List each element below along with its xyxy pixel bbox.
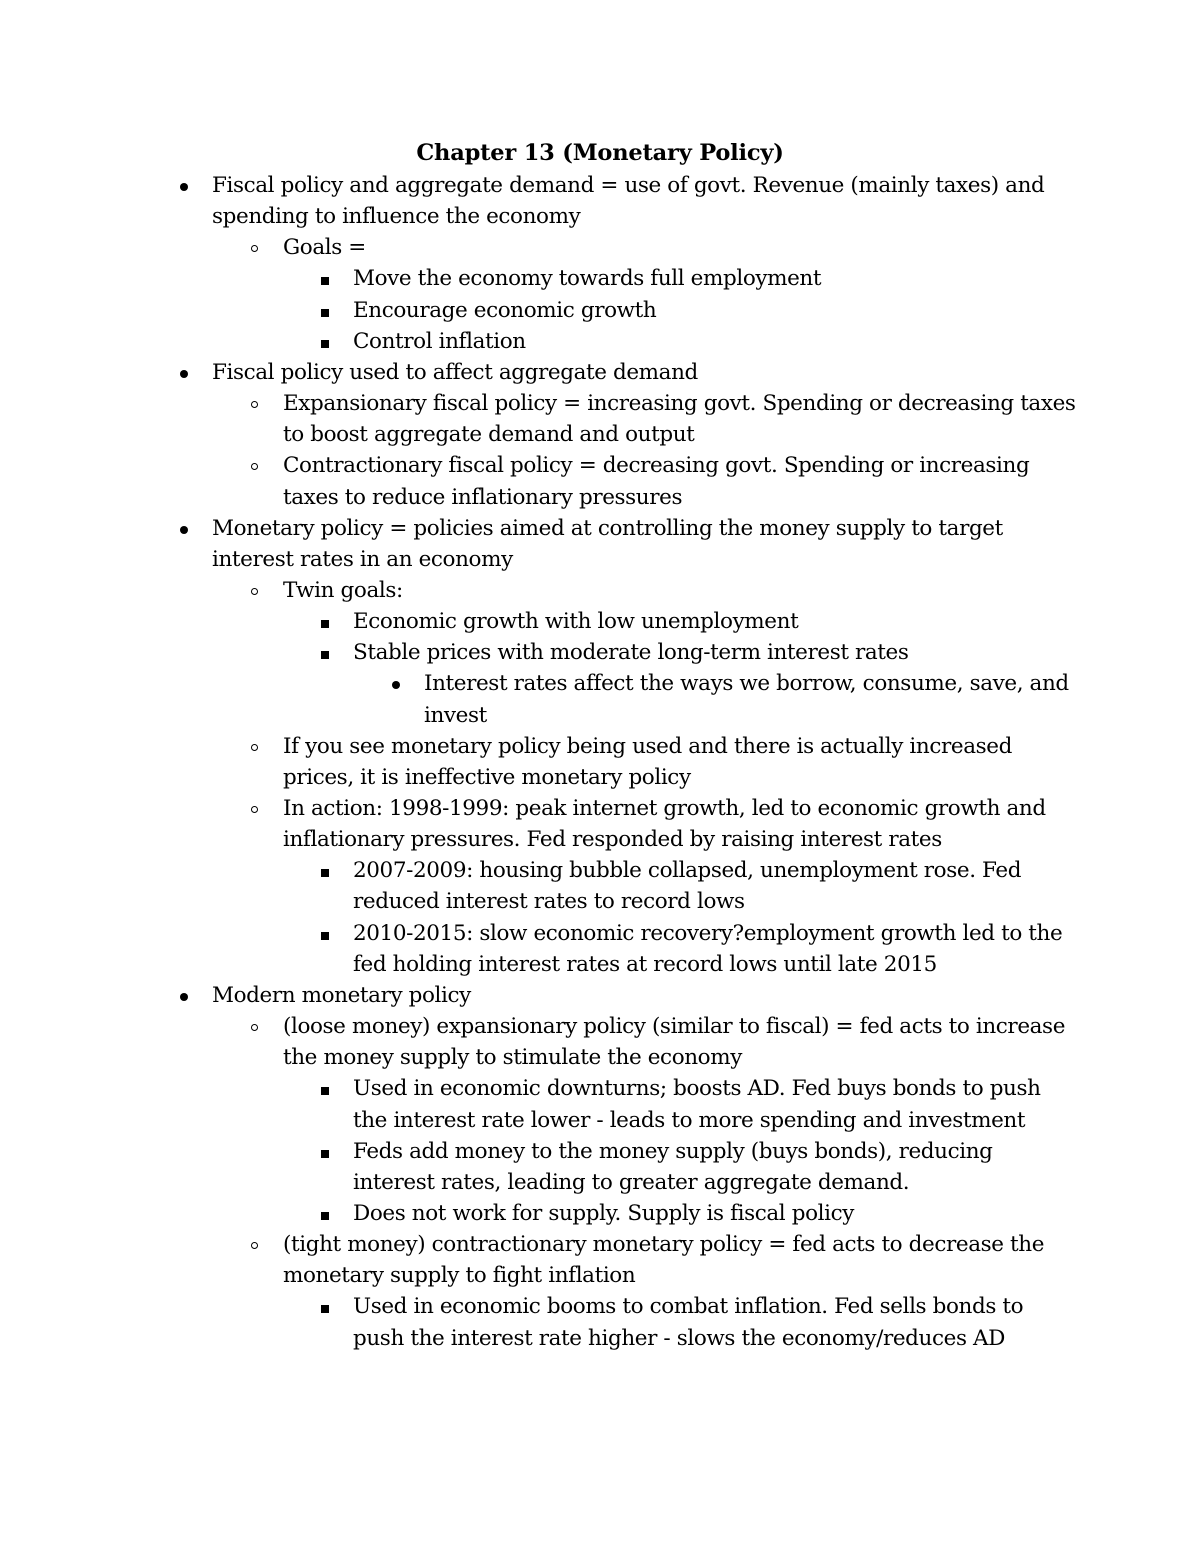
outline-line: prices, it is ineffective monetary policy — [283, 765, 691, 790]
square-bullet-icon — [315, 1198, 339, 1229]
circle-bullet-icon — [245, 232, 269, 263]
outline-line: interest rates in an economy — [212, 547, 513, 572]
outline-line: (loose money) expansionary policy (similar to fiscal) = fed acts to increase — [283, 1014, 1066, 1039]
outline-line: Stable prices with moderate long-term interest rates — [353, 640, 909, 665]
disc-bullet-icon — [174, 170, 198, 201]
outline-line: Economic growth with low unemployment — [353, 609, 799, 634]
square-bullet-icon — [315, 1291, 339, 1322]
outline-line: inflationary pressures. Fed responded by raising interest rates — [283, 827, 942, 852]
outline-line: the money supply to stimulate the economy — [283, 1045, 742, 1070]
outline-line: Encourage economic growth — [353, 298, 657, 323]
outline-line: fed holding interest rates at record lows until late 2015 — [353, 952, 937, 977]
outline-line: Interest rates affect the ways we borrow, consume, save, and — [424, 671, 1069, 696]
square-bullet-icon — [315, 295, 339, 326]
disc-bullet-icon — [174, 357, 198, 388]
outline-line: taxes to reduce inflationary pressures — [283, 485, 683, 510]
outline-line: Used in economic booms to combat inflation. Fed sells bonds to — [353, 1294, 1024, 1319]
disc-bullet-icon — [174, 513, 198, 544]
outline-line: Does not work for supply. Supply is fiscal policy — [353, 1201, 854, 1226]
outline-line: interest rates, leading to greater aggregate demand. — [353, 1170, 910, 1195]
disc-bullet-icon — [386, 668, 410, 699]
circle-bullet-icon — [245, 1011, 269, 1042]
outline-line: Contractionary fiscal policy = decreasing govt. Spending or increasing — [283, 453, 1030, 478]
circle-bullet-icon — [245, 388, 269, 419]
outline-line: Used in economic downturns; boosts AD. Fed buys bonds to push — [353, 1076, 1041, 1101]
outline-line: Monetary policy = policies aimed at controlling the money supply to target — [212, 516, 1003, 541]
outline-line: Control inflation — [353, 329, 526, 354]
square-bullet-icon — [315, 637, 339, 668]
square-bullet-icon — [315, 606, 339, 637]
outline-line: push the interest rate higher - slows the economy/reduces AD — [353, 1326, 1005, 1351]
outline-line: Feds add money to the money supply (buys bonds), reducing — [353, 1139, 993, 1164]
square-bullet-icon — [315, 263, 339, 294]
outline-line: the interest rate lower - leads to more spending and investment — [353, 1108, 1026, 1133]
outline-line: spending to influence the economy — [212, 204, 581, 229]
square-bullet-icon — [315, 1136, 339, 1167]
square-bullet-icon — [315, 326, 339, 357]
outline-line: reduced interest rates to record lows — [353, 889, 745, 914]
outline-line: invest — [424, 703, 487, 728]
outline-line: (tight money) contractionary monetary policy = fed acts to decrease the — [283, 1232, 1045, 1257]
circle-bullet-icon — [245, 793, 269, 824]
outline-line: Move the economy towards full employment — [353, 266, 822, 291]
outline-line: monetary supply to fight inflation — [283, 1263, 636, 1288]
circle-bullet-icon — [245, 575, 269, 606]
circle-bullet-icon — [245, 1229, 269, 1260]
outline-line: If you see monetary policy being used and there is actually increased — [283, 734, 1012, 759]
disc-bullet-icon — [174, 980, 198, 1011]
outline-line: Modern monetary policy — [212, 983, 471, 1008]
outline-line: 2007-2009: housing bubble collapsed, unemployment rose. Fed — [353, 858, 1022, 883]
circle-bullet-icon — [245, 450, 269, 481]
page-title: Chapter 13 (Monetary Policy) — [416, 140, 784, 166]
square-bullet-icon — [315, 918, 339, 949]
outline-line: Twin goals: — [283, 578, 403, 603]
outline-line: Goals = — [283, 235, 366, 260]
circle-bullet-icon — [245, 731, 269, 762]
outline-line: Fiscal policy and aggregate demand = use of govt. Revenue (mainly taxes) and — [212, 173, 1045, 198]
outline-line: to boost aggregate demand and output — [283, 422, 695, 447]
outline-line: In action: 1998-1999: peak internet growth, led to economic growth and — [283, 796, 1046, 821]
outline-line: 2010-2015: slow economic recovery?employment growth led to the — [353, 921, 1063, 946]
outline-line: Expansionary fiscal policy = increasing govt. Spending or decreasing taxes — [283, 391, 1076, 416]
square-bullet-icon — [315, 855, 339, 886]
square-bullet-icon — [315, 1073, 339, 1104]
outline-line: Fiscal policy used to affect aggregate demand — [212, 360, 698, 385]
